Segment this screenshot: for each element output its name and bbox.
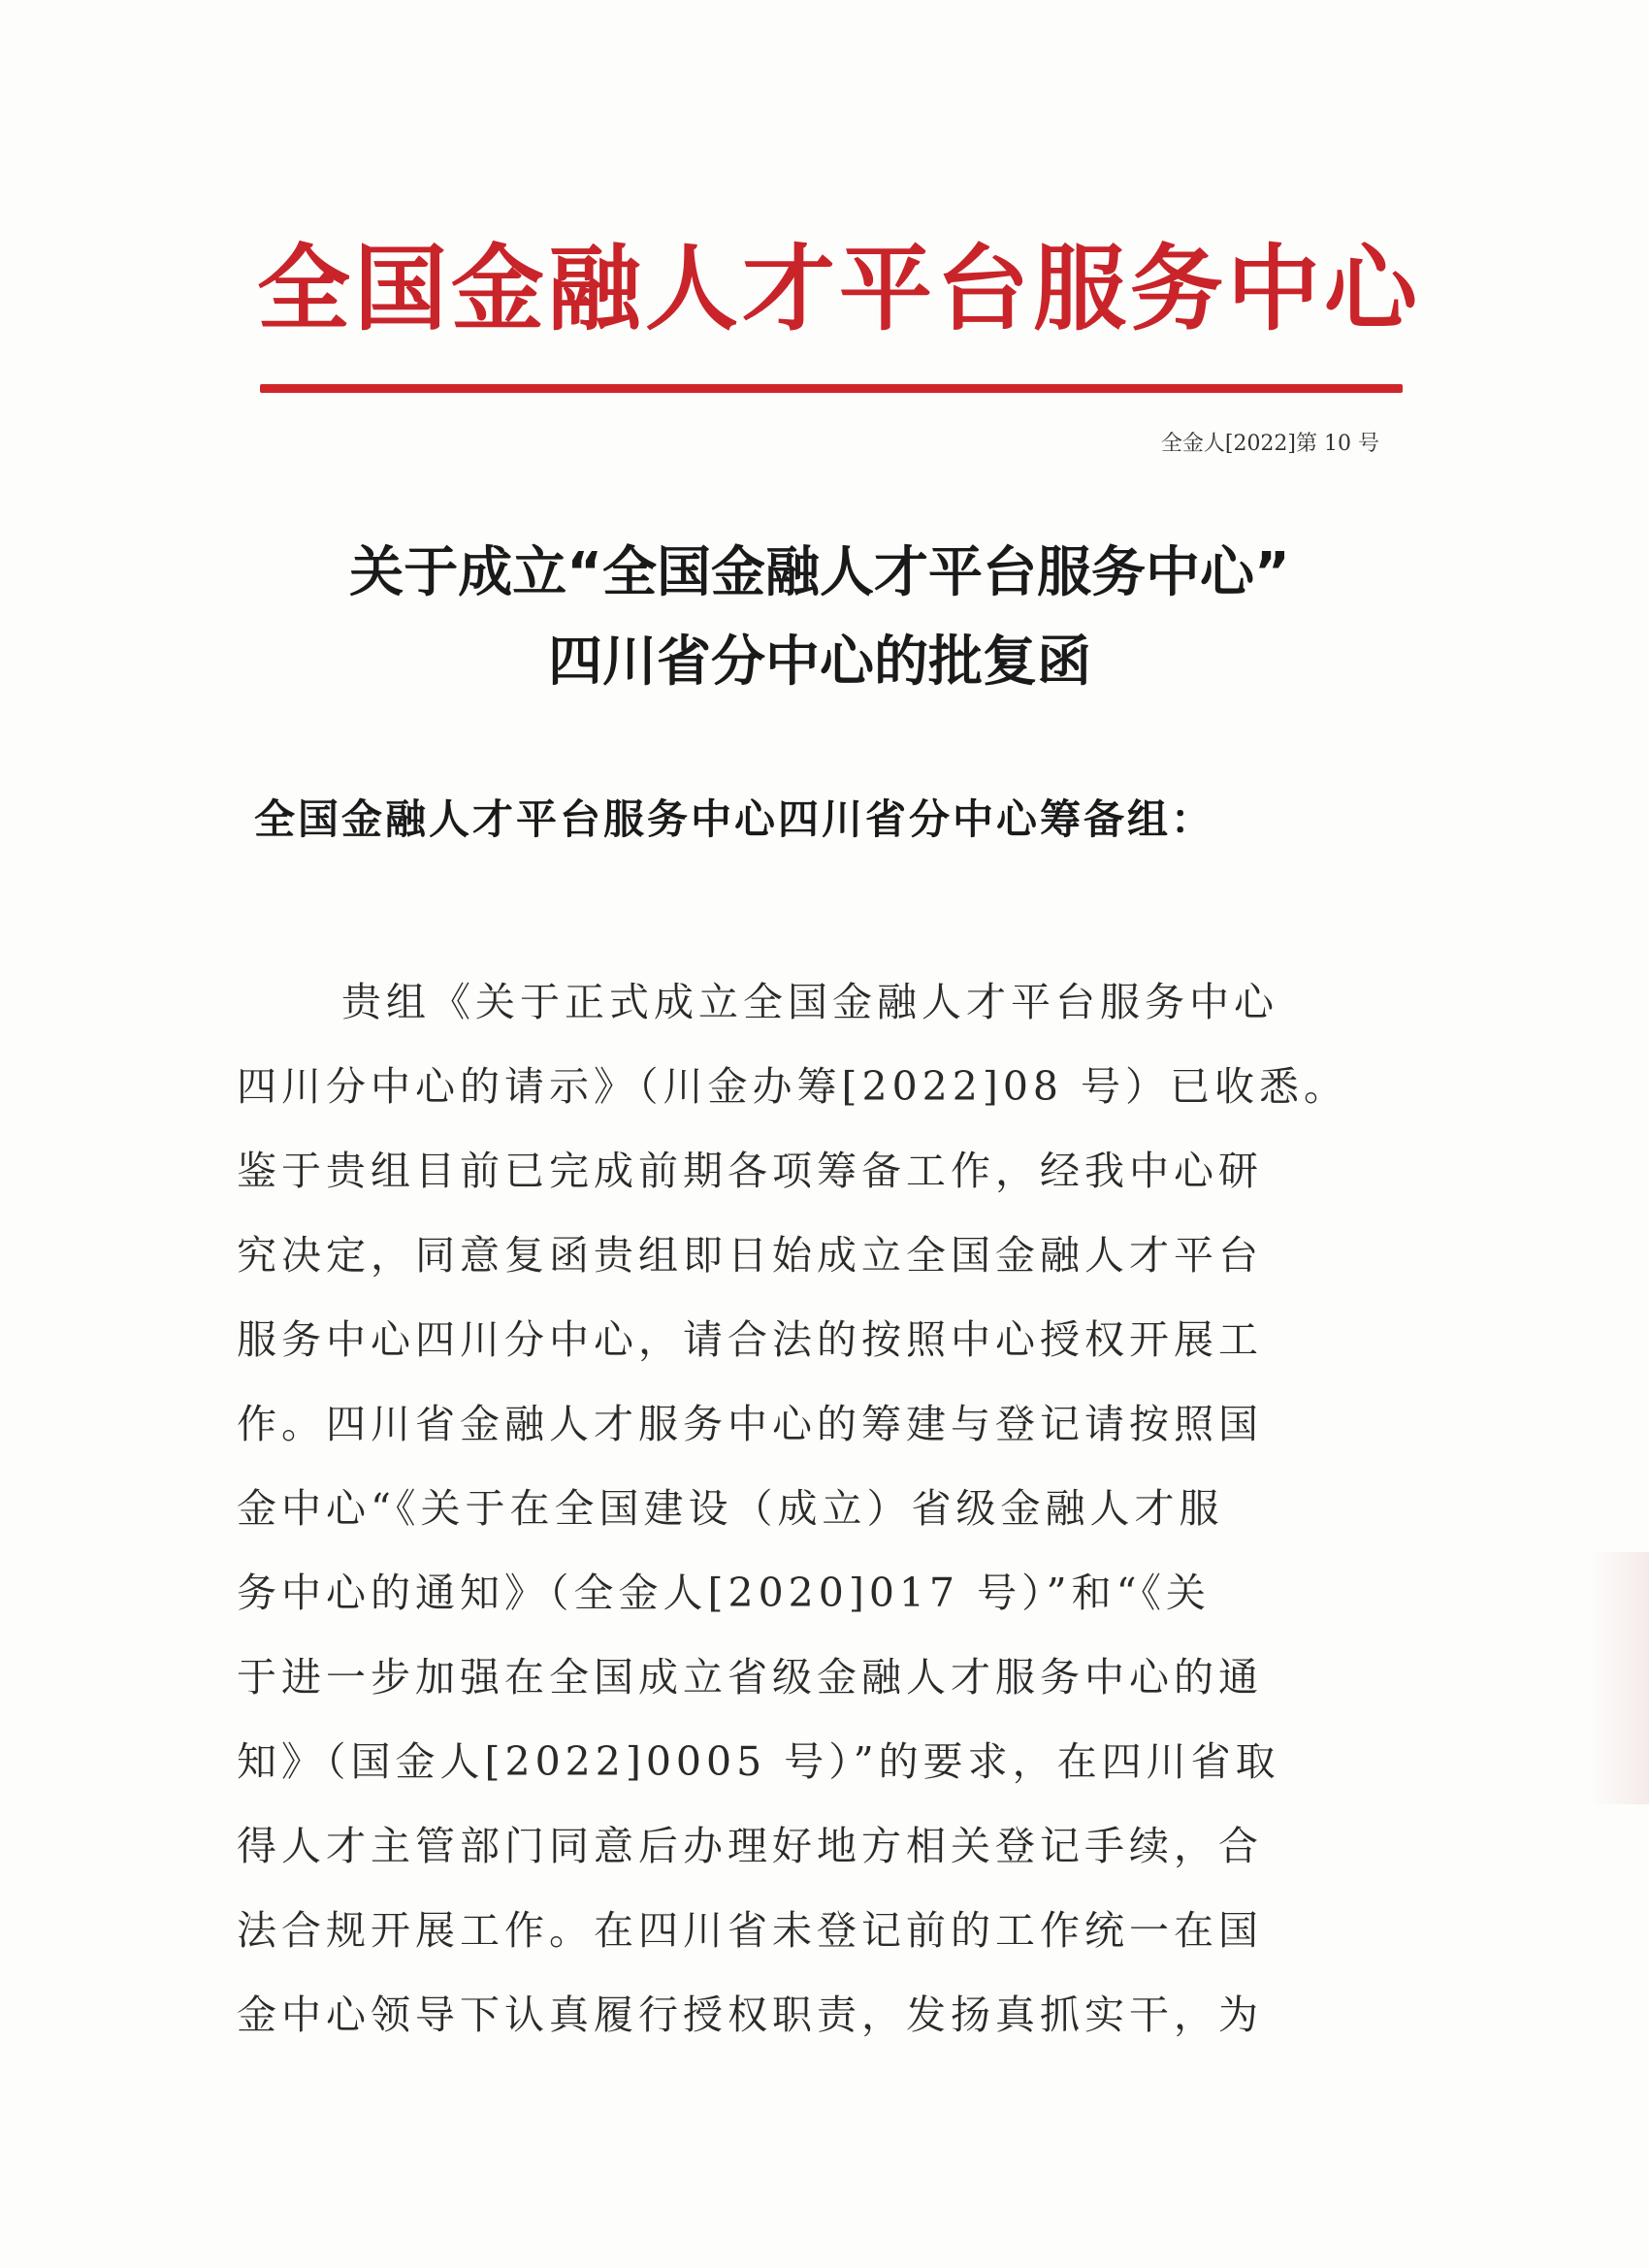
body-line: 得人才主管部门同意后办理好地方相关登记手续，合 (237, 1823, 1263, 1869)
document-number: 全金人[2022]第 10 号 (1160, 432, 1379, 456)
body-line: 知》（国金人[2022]0005 号）”的要求，在四川省取 (237, 1738, 1280, 1785)
body-line: 务中心的通知》（全金人[2020]017 号）”和“《关 (237, 1570, 1212, 1616)
document-title (242, 529, 1397, 707)
body-line: 服务中心四川分中心，请合法的按照中心授权开展工 (237, 1316, 1263, 1363)
scan-smudge (1591, 1552, 1649, 1804)
body-line: 贵组《关于正式成立全国金融人才平台服务中心 (341, 979, 1278, 1025)
body-line: 四川分中心的请示》（川金办筹[2022]08 号）已收悉。 (237, 1063, 1349, 1110)
body-line: 金中心领导下认真履行授权职责，发扬真抓实干，为 (237, 1992, 1263, 2038)
body-line: 究决定，同意复函贵组即日始成立全国金融人才平台 (237, 1232, 1263, 1279)
document-title-line-2: 四川省分中心的批复函 (548, 631, 1091, 694)
body-line: 法合规开展工作。在四川省未登记前的工作统一在国 (237, 1907, 1263, 1954)
organization-header: 全国金融人才平台服务中心 (257, 235, 1421, 343)
body-line: 鉴于贵组目前已完成前期各项筹备工作，经我中心研 (237, 1148, 1263, 1194)
header-red-rule (260, 384, 1403, 393)
body-paragraph (237, 960, 1372, 2057)
addressee: 全国金融人才平台服务中心四川省分中心筹备组： (254, 795, 1215, 843)
body-line: 作。四川省金融人才服务中心的筹建与登记请按照国 (237, 1401, 1263, 1447)
body-line: 金中心“《关于在全国建设（成立）省级金融人才服 (237, 1485, 1224, 1532)
document-title-line-1: 关于成立“全国金融人才平台服务中心” (349, 541, 1290, 604)
body-line: 于进一步加强在全国成立省级金融人才服务中心的通 (237, 1654, 1263, 1701)
